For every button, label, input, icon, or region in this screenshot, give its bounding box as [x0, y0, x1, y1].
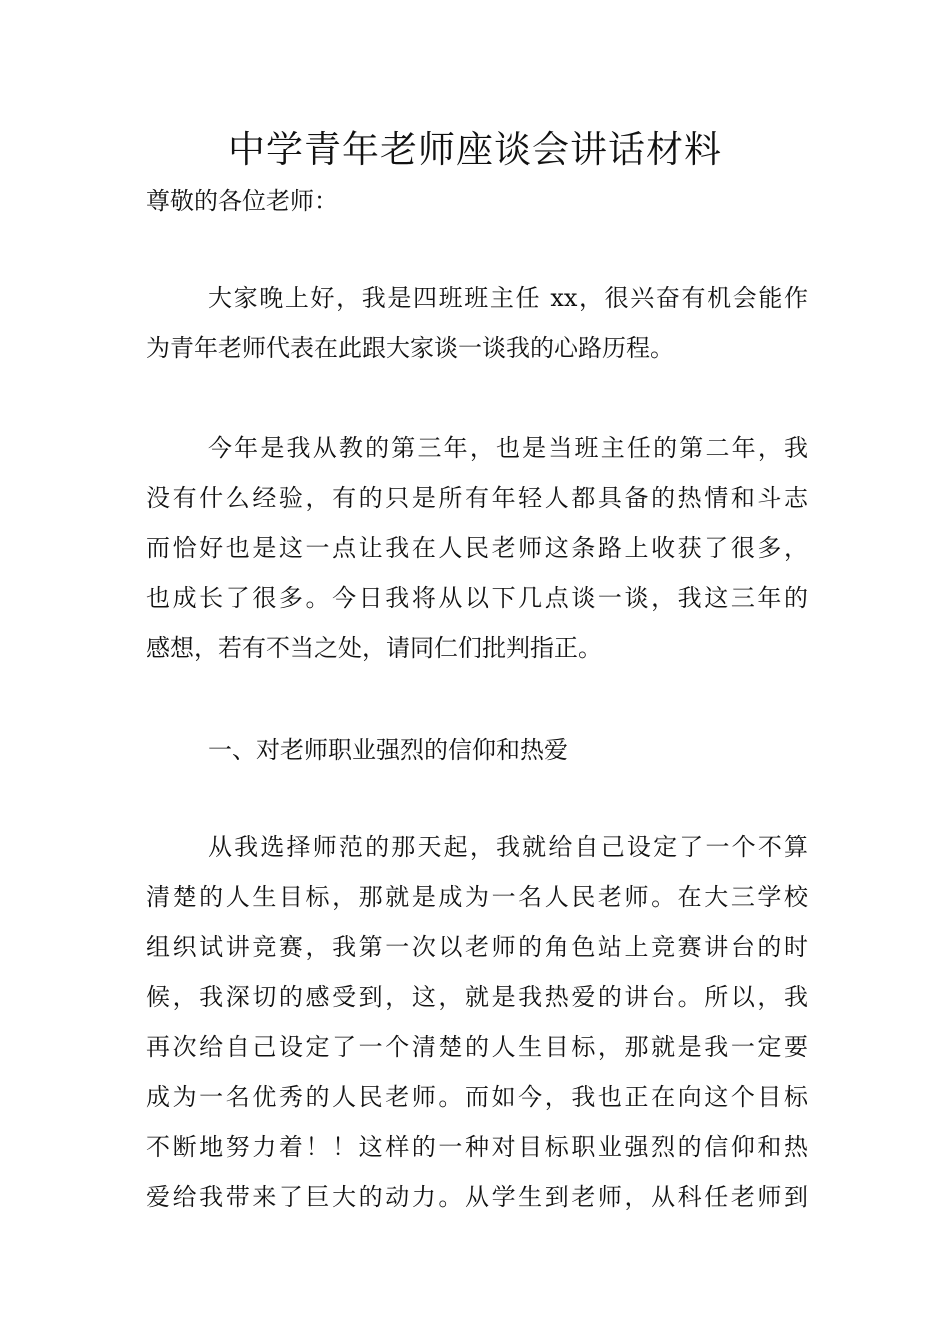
text-line: 再次给自己设定了一个清楚的人生目标，那就是我一定要 — [146, 1033, 808, 1061]
text-line: 而恰好也是这一点让我在人民老师这条路上收获了很多， — [146, 534, 808, 562]
text-line: 今年是我从教的第三年，也是当班主任的第二年，我 — [208, 434, 808, 462]
text-line: 为青年老师代表在此跟大家谈一谈我的心路历程。 — [146, 334, 674, 362]
text-line: 清楚的人生目标，那就是成为一名人民老师。在大三学校 — [146, 883, 808, 911]
text-line: 大家晚上好，我是四班班主任 xx，很兴奋有机会能作 — [208, 284, 808, 312]
text-line: 组织试讲竞赛，我第一次以老师的角色站上竞赛讲台的时 — [146, 933, 808, 961]
paragraph-section-one — [146, 822, 808, 1222]
text-line: 成为一名优秀的人民老师。而如今，我也正在向这个目标 — [146, 1083, 808, 1111]
text-line: 感想，若有不当之处，请同仁们批判指正。 — [146, 634, 602, 662]
text-line: 不断地努力着！！这样的一种对目标职业强烈的信仰和热 — [146, 1133, 808, 1161]
text-line: 爱给我带来了巨大的动力。从学生到老师，从科任老师到 — [146, 1183, 808, 1211]
section-heading: 一、对老师职业强烈的信仰和热爱 — [208, 736, 568, 764]
text-line: 从我选择师范的那天起，我就给自己设定了一个不算 — [208, 833, 808, 861]
paragraph-greeting — [146, 273, 808, 373]
text-line: 也成长了很多。今日我将从以下几点谈一谈，我这三年的 — [146, 584, 808, 612]
paragraph-experience — [146, 423, 808, 673]
salutation: 尊敬的各位老师： — [146, 187, 338, 215]
text-line: 没有什么经验，有的只是所有年轻人都具备的热情和斗志 — [146, 484, 808, 512]
text-line: 候，我深切的感受到，这，就是我热爱的讲台。所以，我 — [146, 983, 808, 1011]
document-title: 中学青年老师座谈会讲话材料 — [228, 128, 722, 171]
